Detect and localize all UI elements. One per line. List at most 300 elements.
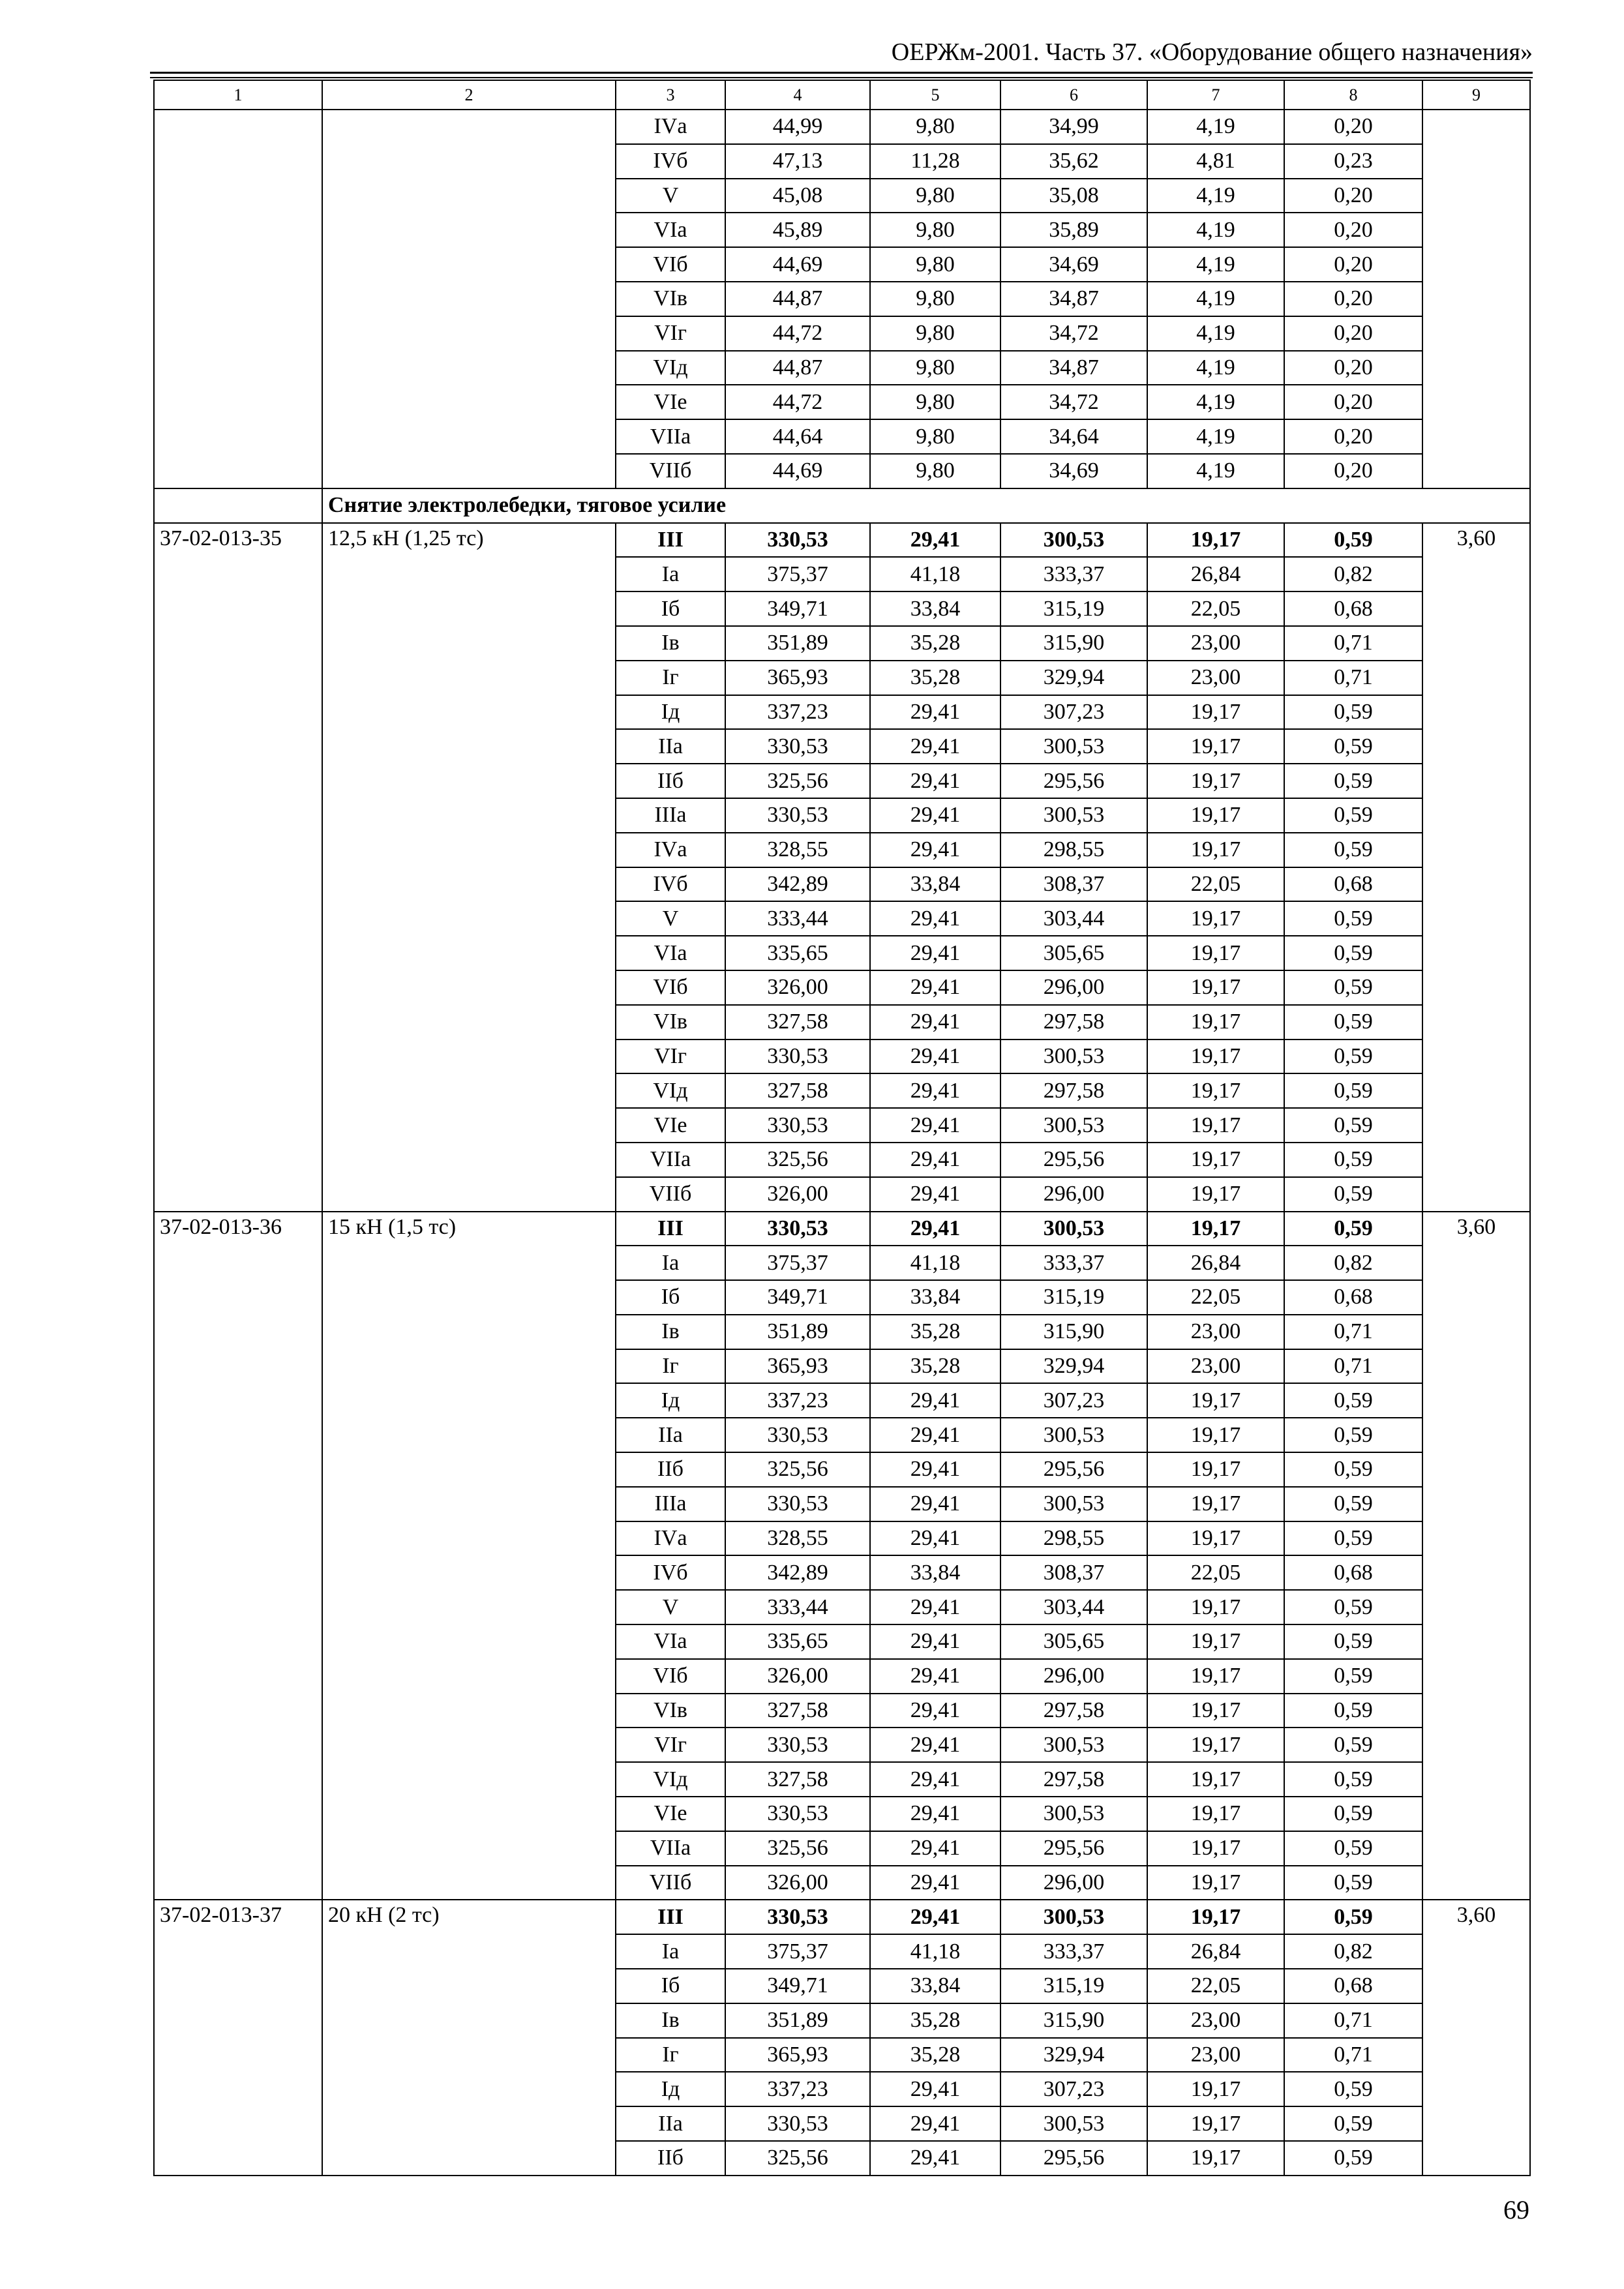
direct-costs-cell: 365,93: [725, 661, 870, 695]
labor-wage-cell: 29,41: [870, 1762, 1000, 1797]
machine-cost-cell: 305,65: [1000, 1624, 1147, 1659]
sector-code-cell: Iг: [616, 2038, 725, 2072]
sector-code-cell: VIд: [616, 351, 725, 385]
labor-wage-cell: 29,41: [870, 1659, 1000, 1694]
materials-cell: 0,59: [1284, 1590, 1422, 1624]
materials-cell: 0,82: [1284, 557, 1422, 591]
labor-wage-cell: 29,41: [870, 936, 1000, 970]
machine-cost-cell: 300,53: [1000, 1040, 1147, 1074]
sector-code-cell: Iб: [616, 591, 725, 626]
materials-cell: 0,59: [1284, 1762, 1422, 1797]
materials-cell: 0,59: [1284, 1005, 1422, 1040]
table-body: [154, 80, 1530, 2176]
page-number: 69: [1503, 2195, 1529, 2224]
sector-code-cell: IVа: [616, 833, 725, 867]
materials-cell: 0,59: [1284, 1624, 1422, 1659]
machine-wage-cell: 4,19: [1147, 419, 1284, 454]
column-number-row: [154, 80, 1530, 110]
machine-wage-cell: 22,05: [1147, 1280, 1284, 1315]
table-row: [154, 523, 1530, 558]
machine-wage-cell: 19,17: [1147, 1694, 1284, 1728]
sector-code-cell: VIа: [616, 1624, 725, 1659]
machine-wage-cell: 26,84: [1147, 1934, 1284, 1969]
materials-cell: 0,59: [1284, 1040, 1422, 1074]
machine-wage-cell: 19,17: [1147, 729, 1284, 764]
direct-costs-cell: 330,53: [725, 1212, 870, 1246]
labor-wage-cell: 29,41: [870, 1590, 1000, 1624]
labor-wage-cell: 29,41: [870, 729, 1000, 764]
machine-wage-cell: 4,19: [1147, 282, 1284, 316]
materials-cell: 0,82: [1284, 1246, 1422, 1280]
machine-wage-cell: 4,19: [1147, 385, 1284, 419]
sector-code-cell: Iа: [616, 1934, 725, 1969]
labor-wage-cell: 29,41: [870, 2072, 1000, 2106]
sector-code-cell: III: [616, 1212, 725, 1246]
labor-hours-cell: 3,60: [1422, 1212, 1530, 1900]
sector-code-cell: Iб: [616, 1969, 725, 2003]
direct-costs-cell: 326,00: [725, 970, 870, 1005]
labor-wage-cell: 29,41: [870, 764, 1000, 798]
materials-cell: 0,71: [1284, 1315, 1422, 1349]
item-code: 37-02-013-37: [154, 1900, 322, 2175]
direct-costs-cell: 330,53: [725, 1108, 870, 1143]
item-name: 12,5 кН (1,25 тс): [322, 523, 616, 1212]
table-row: [154, 1212, 1530, 1246]
machine-cost-cell: 300,53: [1000, 729, 1147, 764]
sector-code-cell: VIв: [616, 1694, 725, 1728]
materials-cell: 0,68: [1284, 1280, 1422, 1315]
code-cell: [154, 110, 322, 488]
labor-wage-cell: 29,41: [870, 1212, 1000, 1246]
page-header-title: ОЕРЖм-2001. Часть 37. «Оборудование общего назначения»: [891, 38, 1533, 66]
machine-cost-cell: 295,56: [1000, 764, 1147, 798]
direct-costs-cell: 44,69: [725, 247, 870, 282]
sector-code-cell: VIб: [616, 1659, 725, 1694]
machine-cost-cell: 315,90: [1000, 626, 1147, 661]
machine-wage-cell: 19,17: [1147, 2141, 1284, 2176]
table-row: [154, 110, 1530, 144]
machine-cost-cell: 298,55: [1000, 1521, 1147, 1556]
machine-wage-cell: 26,84: [1147, 557, 1284, 591]
materials-cell: 0,59: [1284, 695, 1422, 730]
labor-wage-cell: 29,41: [870, 901, 1000, 936]
direct-costs-cell: 44,69: [725, 454, 870, 488]
labor-wage-cell: 9,80: [870, 179, 1000, 213]
sector-code-cell: VIIб: [616, 1866, 725, 1900]
direct-costs-cell: 325,56: [725, 1143, 870, 1177]
sector-code-cell: VIе: [616, 385, 725, 419]
machine-cost-cell: 34,69: [1000, 454, 1147, 488]
direct-costs-cell: 330,53: [725, 1728, 870, 1762]
labor-wage-cell: 29,41: [870, 1487, 1000, 1521]
materials-cell: 0,59: [1284, 1866, 1422, 1900]
labor-wage-cell: 9,80: [870, 110, 1000, 144]
machine-wage-cell: 19,17: [1147, 1143, 1284, 1177]
direct-costs-cell: 44,72: [725, 385, 870, 419]
materials-cell: 0,20: [1284, 385, 1422, 419]
materials-cell: 0,59: [1284, 901, 1422, 936]
direct-costs-cell: 327,58: [725, 1694, 870, 1728]
labor-wage-cell: 41,18: [870, 557, 1000, 591]
sector-code-cell: IIа: [616, 729, 725, 764]
direct-costs-cell: 44,72: [725, 316, 870, 351]
sector-code-cell: VIв: [616, 1005, 725, 1040]
sector-code-cell: VIа: [616, 936, 725, 970]
direct-costs-cell: 351,89: [725, 1315, 870, 1349]
machine-cost-cell: 300,53: [1000, 523, 1147, 558]
labor-wage-cell: 35,28: [870, 661, 1000, 695]
header-rule-secondary: [150, 77, 1533, 78]
materials-cell: 0,59: [1284, 970, 1422, 1005]
direct-costs-cell: 326,00: [725, 1659, 870, 1694]
direct-costs-cell: 335,65: [725, 936, 870, 970]
sector-code-cell: VIв: [616, 282, 725, 316]
machine-cost-cell: 295,56: [1000, 1452, 1147, 1487]
materials-cell: 0,59: [1284, 1659, 1422, 1694]
machine-cost-cell: 35,89: [1000, 213, 1147, 247]
machine-wage-cell: 19,17: [1147, 1108, 1284, 1143]
sector-code-cell: VIIб: [616, 1177, 725, 1212]
direct-costs-cell: 337,23: [725, 1383, 870, 1418]
materials-cell: 0,59: [1284, 798, 1422, 833]
sector-code-cell: VIIа: [616, 1143, 725, 1177]
direct-costs-cell: 45,89: [725, 213, 870, 247]
machine-wage-cell: 4,19: [1147, 213, 1284, 247]
materials-cell: 0,59: [1284, 764, 1422, 798]
materials-cell: 0,59: [1284, 1212, 1422, 1246]
machine-wage-cell: 19,17: [1147, 1624, 1284, 1659]
sector-code-cell: Iа: [616, 1246, 725, 1280]
column-number: 3: [616, 80, 725, 110]
sector-code-cell: IIа: [616, 2106, 725, 2141]
machine-cost-cell: 295,56: [1000, 1143, 1147, 1177]
sector-code-cell: Iа: [616, 557, 725, 591]
machine-cost-cell: 34,72: [1000, 385, 1147, 419]
item-code: 37-02-013-36: [154, 1212, 322, 1900]
machine-wage-cell: 19,17: [1147, 2106, 1284, 2141]
machine-cost-cell: 300,53: [1000, 1418, 1147, 1452]
direct-costs-cell: 375,37: [725, 557, 870, 591]
sector-code-cell: VIIб: [616, 454, 725, 488]
labor-hours-cell: 3,60: [1422, 1900, 1530, 2175]
machine-cost-cell: 300,53: [1000, 2106, 1147, 2141]
labor-wage-cell: 35,28: [870, 1315, 1000, 1349]
machine-wage-cell: 19,17: [1147, 2072, 1284, 2106]
machine-wage-cell: 19,17: [1147, 1521, 1284, 1556]
materials-cell: 0,59: [1284, 1831, 1422, 1866]
materials-cell: 0,59: [1284, 1452, 1422, 1487]
machine-wage-cell: 4,19: [1147, 179, 1284, 213]
sector-code-cell: IVб: [616, 867, 725, 902]
sector-code-cell: IIа: [616, 1418, 725, 1452]
sector-code-cell: IIб: [616, 2141, 725, 2176]
sector-code-cell: Iг: [616, 1349, 725, 1384]
labor-wage-cell: 29,41: [870, 970, 1000, 1005]
table-row: [154, 1900, 1530, 1934]
labor-wage-cell: 33,84: [870, 1969, 1000, 2003]
materials-cell: 0,23: [1284, 144, 1422, 179]
section-title: Снятие электролебедки, тяговое усилие: [322, 488, 1530, 523]
column-number: 9: [1422, 80, 1530, 110]
machine-cost-cell: 305,65: [1000, 936, 1147, 970]
materials-cell: 0,71: [1284, 1349, 1422, 1384]
sector-code-cell: VIд: [616, 1073, 725, 1108]
sector-code-cell: Iд: [616, 2072, 725, 2106]
direct-costs-cell: 342,89: [725, 1555, 870, 1590]
labor-wage-cell: 29,41: [870, 1073, 1000, 1108]
machine-cost-cell: 35,62: [1000, 144, 1147, 179]
machine-wage-cell: 4,81: [1147, 144, 1284, 179]
direct-costs-cell: 330,53: [725, 729, 870, 764]
direct-costs-cell: 328,55: [725, 833, 870, 867]
labor-wage-cell: 41,18: [870, 1246, 1000, 1280]
labor-wage-cell: 29,41: [870, 1143, 1000, 1177]
machine-cost-cell: 300,53: [1000, 798, 1147, 833]
machine-wage-cell: 19,17: [1147, 901, 1284, 936]
direct-costs-cell: 44,64: [725, 419, 870, 454]
direct-costs-cell: 325,56: [725, 2141, 870, 2176]
materials-cell: 0,59: [1284, 833, 1422, 867]
machine-wage-cell: 19,17: [1147, 695, 1284, 730]
direct-costs-cell: 327,58: [725, 1073, 870, 1108]
machine-wage-cell: 19,17: [1147, 523, 1284, 558]
direct-costs-cell: 365,93: [725, 1349, 870, 1384]
labor-wage-cell: 35,28: [870, 1349, 1000, 1384]
direct-costs-cell: 351,89: [725, 2003, 870, 2038]
machine-wage-cell: 4,19: [1147, 351, 1284, 385]
machine-cost-cell: 300,53: [1000, 1728, 1147, 1762]
section-row: [154, 488, 1530, 523]
materials-cell: 0,59: [1284, 1108, 1422, 1143]
machine-cost-cell: 333,37: [1000, 1934, 1147, 1969]
sector-code-cell: VIе: [616, 1108, 725, 1143]
machine-wage-cell: 19,17: [1147, 936, 1284, 970]
direct-costs-cell: 45,08: [725, 179, 870, 213]
labor-wage-cell: 29,41: [870, 1728, 1000, 1762]
direct-costs-cell: 342,89: [725, 867, 870, 902]
machine-wage-cell: 19,17: [1147, 1831, 1284, 1866]
materials-cell: 0,59: [1284, 523, 1422, 558]
direct-costs-cell: 330,53: [725, 523, 870, 558]
direct-costs-cell: 375,37: [725, 1934, 870, 1969]
column-number: 1: [154, 80, 322, 110]
sector-code-cell: VIIа: [616, 1831, 725, 1866]
labor-wage-cell: 29,41: [870, 1831, 1000, 1866]
machine-cost-cell: 34,99: [1000, 110, 1147, 144]
labor-hours-cell: 3,60: [1422, 523, 1530, 1212]
sector-code-cell: VIа: [616, 213, 725, 247]
machine-cost-cell: 296,00: [1000, 1866, 1147, 1900]
materials-cell: 0,71: [1284, 2038, 1422, 2072]
materials-cell: 0,59: [1284, 2106, 1422, 2141]
sector-code-cell: Iг: [616, 661, 725, 695]
labor-wage-cell: 9,80: [870, 213, 1000, 247]
labor-wage-cell: 29,41: [870, 1108, 1000, 1143]
machine-wage-cell: 19,17: [1147, 1005, 1284, 1040]
machine-wage-cell: 19,17: [1147, 1590, 1284, 1624]
direct-costs-cell: 337,23: [725, 695, 870, 730]
machine-cost-cell: 297,58: [1000, 1694, 1147, 1728]
sector-code-cell: III: [616, 523, 725, 558]
materials-cell: 0,82: [1284, 1934, 1422, 1969]
column-number: 2: [322, 80, 616, 110]
direct-costs-cell: 337,23: [725, 2072, 870, 2106]
labor-wage-cell: 29,41: [870, 1040, 1000, 1074]
machine-cost-cell: 296,00: [1000, 970, 1147, 1005]
machine-cost-cell: 34,72: [1000, 316, 1147, 351]
direct-costs-cell: 349,71: [725, 1280, 870, 1315]
sector-code-cell: VIе: [616, 1797, 725, 1831]
sector-code-cell: III: [616, 1900, 725, 1934]
materials-cell: 0,59: [1284, 1383, 1422, 1418]
sector-code-cell: VIг: [616, 1728, 725, 1762]
sector-code-cell: VIг: [616, 1040, 725, 1074]
machine-wage-cell: 19,17: [1147, 970, 1284, 1005]
item-name: 15 кН (1,5 тс): [322, 1212, 616, 1900]
sector-code-cell: VIб: [616, 970, 725, 1005]
materials-cell: 0,68: [1284, 591, 1422, 626]
materials-cell: 0,59: [1284, 1900, 1422, 1934]
labor-wage-cell: 35,28: [870, 626, 1000, 661]
machine-cost-cell: 34,87: [1000, 351, 1147, 385]
machine-wage-cell: 19,17: [1147, 1487, 1284, 1521]
sector-code-cell: IIб: [616, 1452, 725, 1487]
materials-cell: 0,59: [1284, 1418, 1422, 1452]
direct-costs-cell: 330,53: [725, 2106, 870, 2141]
machine-wage-cell: 22,05: [1147, 1555, 1284, 1590]
sector-code-cell: IIб: [616, 764, 725, 798]
machine-cost-cell: 329,94: [1000, 661, 1147, 695]
sector-code-cell: V: [616, 1590, 725, 1624]
machine-wage-cell: 23,00: [1147, 2038, 1284, 2072]
labor-wage-cell: 9,80: [870, 419, 1000, 454]
machine-cost-cell: 297,58: [1000, 1073, 1147, 1108]
machine-wage-cell: 19,17: [1147, 1900, 1284, 1934]
labor-wage-cell: 33,84: [870, 1280, 1000, 1315]
materials-cell: 0,20: [1284, 351, 1422, 385]
direct-costs-cell: 375,37: [725, 1246, 870, 1280]
sector-code-cell: Iв: [616, 2003, 725, 2038]
direct-costs-cell: 44,87: [725, 282, 870, 316]
machine-wage-cell: 22,05: [1147, 867, 1284, 902]
labor-wage-cell: 35,28: [870, 2038, 1000, 2072]
header-rule: [150, 72, 1533, 74]
sector-code-cell: Iб: [616, 1280, 725, 1315]
direct-costs-cell: 333,44: [725, 901, 870, 936]
machine-cost-cell: 295,56: [1000, 1831, 1147, 1866]
machine-cost-cell: 303,44: [1000, 901, 1147, 936]
sector-code-cell: Iд: [616, 1383, 725, 1418]
machine-wage-cell: 19,17: [1147, 1866, 1284, 1900]
direct-costs-cell: 330,53: [725, 1418, 870, 1452]
materials-cell: 0,68: [1284, 867, 1422, 902]
direct-costs-cell: 330,53: [725, 1797, 870, 1831]
materials-cell: 0,59: [1284, 2141, 1422, 2176]
labor-wage-cell: 11,28: [870, 144, 1000, 179]
labor-wage-cell: 29,41: [870, 1900, 1000, 1934]
machine-cost-cell: 303,44: [1000, 1590, 1147, 1624]
machine-wage-cell: 4,19: [1147, 316, 1284, 351]
machine-cost-cell: 315,90: [1000, 1315, 1147, 1349]
machine-cost-cell: 307,23: [1000, 2072, 1147, 2106]
sector-code-cell: Iв: [616, 626, 725, 661]
materials-cell: 0,59: [1284, 936, 1422, 970]
sector-code-cell: VIб: [616, 247, 725, 282]
labor-wage-cell: 29,41: [870, 1452, 1000, 1487]
machine-cost-cell: 300,53: [1000, 1487, 1147, 1521]
materials-cell: 0,59: [1284, 729, 1422, 764]
rates-table: [153, 80, 1531, 2176]
machine-wage-cell: 22,05: [1147, 591, 1284, 626]
machine-cost-cell: 296,00: [1000, 1659, 1147, 1694]
materials-cell: 0,59: [1284, 1487, 1422, 1521]
materials-cell: 0,71: [1284, 661, 1422, 695]
sector-code-cell: V: [616, 901, 725, 936]
machine-cost-cell: 35,08: [1000, 179, 1147, 213]
machine-cost-cell: 308,37: [1000, 1555, 1147, 1590]
labor-wage-cell: 41,18: [870, 1934, 1000, 1969]
machine-cost-cell: 297,58: [1000, 1762, 1147, 1797]
sector-code-cell: IVб: [616, 1555, 725, 1590]
direct-costs-cell: 44,87: [725, 351, 870, 385]
machine-cost-cell: 307,23: [1000, 1383, 1147, 1418]
machine-cost-cell: 307,23: [1000, 695, 1147, 730]
direct-costs-cell: 333,44: [725, 1590, 870, 1624]
labor-wage-cell: 29,41: [870, 798, 1000, 833]
direct-costs-cell: 349,71: [725, 591, 870, 626]
direct-costs-cell: 330,53: [725, 1040, 870, 1074]
machine-cost-cell: 295,56: [1000, 2141, 1147, 2176]
machine-wage-cell: 4,19: [1147, 454, 1284, 488]
machine-wage-cell: 19,17: [1147, 1728, 1284, 1762]
machine-wage-cell: 4,19: [1147, 247, 1284, 282]
direct-costs-cell: 330,53: [725, 798, 870, 833]
materials-cell: 0,20: [1284, 316, 1422, 351]
sector-code-cell: VIд: [616, 1762, 725, 1797]
machine-cost-cell: 329,94: [1000, 2038, 1147, 2072]
machine-cost-cell: 300,53: [1000, 1797, 1147, 1831]
machine-wage-cell: 19,17: [1147, 1762, 1284, 1797]
direct-costs-cell: 325,56: [725, 1831, 870, 1866]
direct-costs-cell: 327,58: [725, 1762, 870, 1797]
name-cell: [322, 110, 616, 488]
sector-code-cell: IIIа: [616, 798, 725, 833]
machine-cost-cell: 308,37: [1000, 867, 1147, 902]
machine-wage-cell: 19,17: [1147, 798, 1284, 833]
labor-wage-cell: 29,41: [870, 2141, 1000, 2176]
machine-wage-cell: 23,00: [1147, 1349, 1284, 1384]
machine-wage-cell: 23,00: [1147, 1315, 1284, 1349]
machine-cost-cell: 329,94: [1000, 1349, 1147, 1384]
materials-cell: 0,20: [1284, 179, 1422, 213]
labor-wage-cell: 29,41: [870, 523, 1000, 558]
machine-wage-cell: 26,84: [1147, 1246, 1284, 1280]
direct-costs-cell: 330,53: [725, 1900, 870, 1934]
direct-costs-cell: 327,58: [725, 1005, 870, 1040]
machine-cost-cell: 315,19: [1000, 1969, 1147, 2003]
materials-cell: 0,59: [1284, 1728, 1422, 1762]
materials-cell: 0,20: [1284, 454, 1422, 488]
labor-wage-cell: 9,80: [870, 385, 1000, 419]
column-number: 5: [870, 80, 1000, 110]
machine-wage-cell: 22,05: [1147, 1969, 1284, 2003]
machine-wage-cell: 23,00: [1147, 626, 1284, 661]
sector-code-cell: IVб: [616, 144, 725, 179]
sector-code-cell: V: [616, 179, 725, 213]
labor-hours-cell: [1422, 110, 1530, 488]
machine-wage-cell: 19,17: [1147, 1383, 1284, 1418]
labor-wage-cell: 33,84: [870, 867, 1000, 902]
